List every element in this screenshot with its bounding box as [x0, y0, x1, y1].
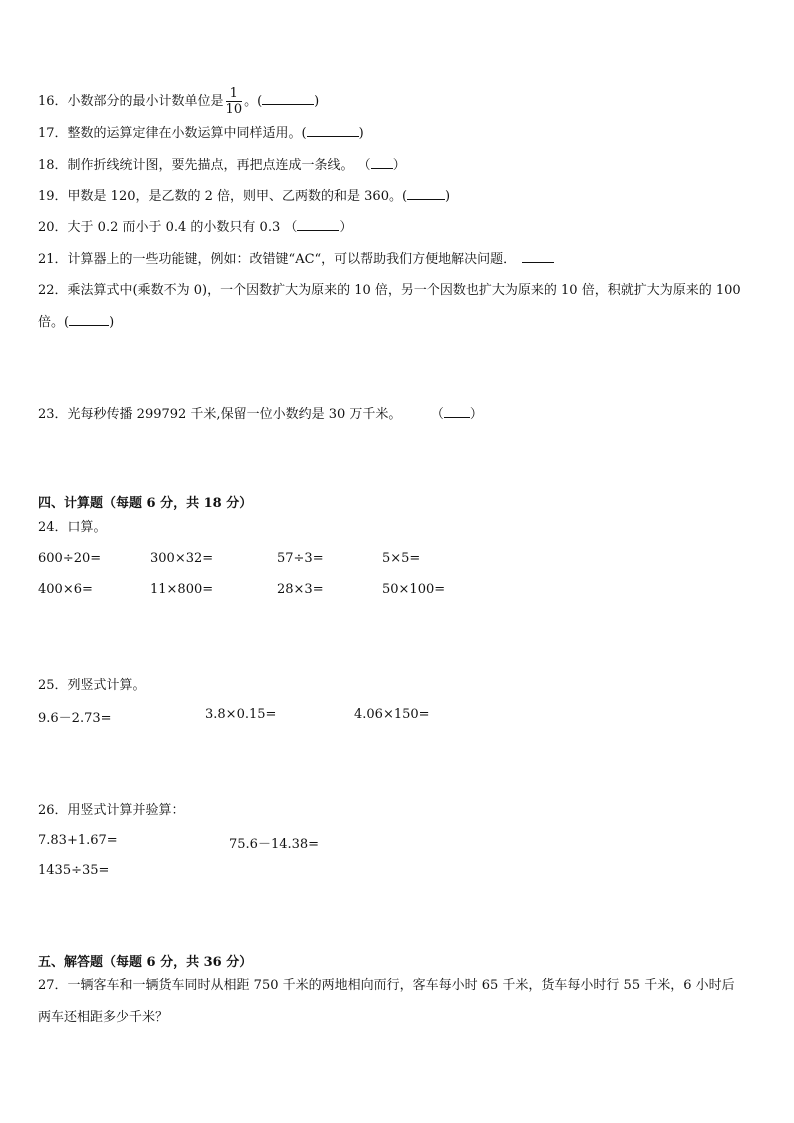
- question-24-label: 24．口算。: [38, 520, 107, 535]
- question-17: 17．整数的运算定律在小数运算中同样适用。( ): [38, 126, 364, 141]
- vertical-calc-item: 4.06×150=: [354, 707, 430, 722]
- vertical-calc-item: 1435÷35=: [38, 863, 110, 878]
- vertical-calc-item: 3.8×0.15=: [205, 707, 277, 722]
- oral-calc-item: 57÷3=: [277, 551, 324, 566]
- answer-blank-19[interactable]: [407, 187, 445, 200]
- answer-blank-21[interactable]: [522, 250, 554, 263]
- vertical-calc-item: 75.6－14.38=: [229, 837, 320, 852]
- section-4-title: 四、计算题（每题 6 分，共 18 分）: [38, 496, 253, 511]
- vertical-calc-item: 7.83+1.67=: [38, 833, 118, 848]
- answer-blank-18[interactable]: [371, 156, 393, 169]
- oral-calc-item: 11×800=: [150, 582, 214, 597]
- oral-calc-item: 28×3=: [277, 582, 324, 597]
- question-27-line-1: 27．一辆客车和一辆货车同时从相距 750 千米的两地相向而行，客车每小时 65 千米，货车每小时行 55 千米，6 小时后: [38, 978, 735, 993]
- question-26-label: 26．用竖式计算并验算：: [38, 803, 185, 818]
- question-27-line-2: 两车还相距多少千米？: [38, 1010, 169, 1025]
- vertical-calc-item: 9.6－2.73=: [38, 711, 112, 726]
- question-21: 21．计算器上的一些功能键，例如：改错键“AC“，可以帮助我们方便地解决问题．: [38, 250, 554, 269]
- answer-blank-22[interactable]: [69, 313, 109, 326]
- answer-blank-16[interactable]: [262, 92, 314, 105]
- oral-calc-item: 400×6=: [38, 582, 93, 597]
- question-19: 19．甲数是 120，是乙数的 2 倍，则甲、乙两数的和是 360。( ): [38, 189, 451, 204]
- answer-blank-23[interactable]: [444, 405, 470, 418]
- oral-calc-item: 5×5=: [382, 551, 421, 566]
- question-22-line-1: 22．乘法算式中(乘数不为 0)，一个因数扩大为原来的 10 倍，另一个因数也扩大为原来的 10 倍，积就扩大为原来的 100: [38, 283, 741, 298]
- question-25-label: 25．列竖式计算。: [38, 678, 146, 693]
- question-18: 18．制作折线统计图，要先描点，再把点连成一条线。 （ ）: [38, 158, 406, 173]
- oral-calc-item: 50×100=: [382, 582, 446, 597]
- answer-blank-17[interactable]: [307, 124, 359, 137]
- answer-blank-20[interactable]: [297, 218, 339, 231]
- question-23: 23．光每秒传播 299792 千米,保留一位小数约是 30 万千米。 （ ）: [38, 407, 483, 422]
- question-16-text: 16．小数部分的最小计数单位是: [38, 94, 224, 109]
- question-22-line-2: 倍。( ): [38, 315, 115, 330]
- section-5-title: 五、解答题（每题 6 分，共 36 分）: [38, 955, 253, 970]
- question-20: 20．大于 0.2 而小于 0.4 的小数只有 0.3 （ ）: [38, 220, 353, 235]
- oral-calc-item: 600÷20=: [38, 551, 102, 566]
- oral-calc-item: 300×32=: [150, 551, 214, 566]
- fraction-one-tenth: $\frac{1}{10}$: [225, 86, 243, 117]
- question-16: 16．小数部分的最小计数单位是 $\frac{1}{10}$ 。( ): [38, 86, 320, 117]
